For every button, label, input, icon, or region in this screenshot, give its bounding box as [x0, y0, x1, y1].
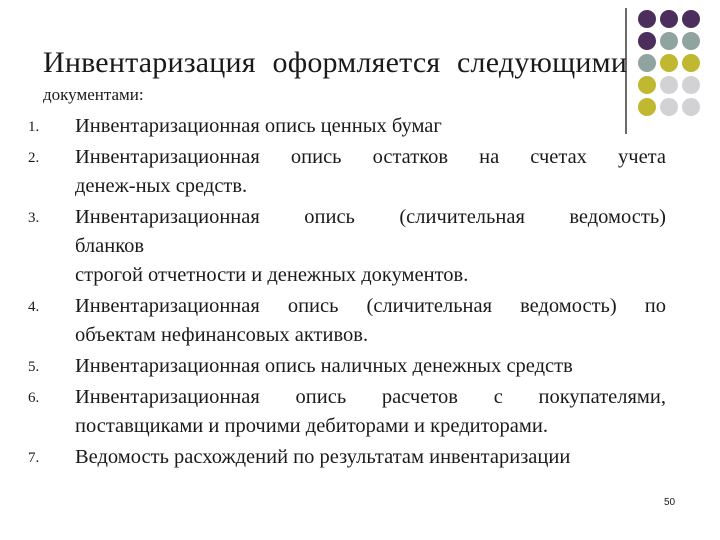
decorative-dot-grid	[636, 8, 716, 120]
list-item-text: объектам нефинансовых активов.	[75, 324, 369, 346]
slide-title: Инвентаризация оформляется следующими	[43, 46, 628, 79]
list-item	[28, 443, 666, 472]
list-item-number: 4.	[28, 299, 40, 315]
decorative-dot	[638, 32, 656, 50]
decorative-dot	[682, 98, 700, 116]
decorative-dot	[682, 10, 700, 28]
list-item-text: Инвентаризационная опись остатков на счетах учета	[75, 146, 666, 168]
list-item-text: Ведомость расхождений по результатам инвентаризации	[75, 446, 571, 468]
decorative-dot	[638, 76, 656, 94]
list-item-number: 3.	[28, 210, 40, 226]
list-item	[28, 383, 666, 441]
list-item-text: поставщиками и прочими дебиторами и кредиторами.	[75, 415, 548, 437]
list-item-text: денеж-ных средств.	[75, 175, 248, 197]
decorative-dot	[682, 76, 700, 94]
list-item	[28, 143, 666, 201]
decorative-dot	[638, 10, 656, 28]
decorative-dot	[660, 32, 678, 50]
list-item-text: Инвентаризационная опись наличных денежных средств	[75, 355, 573, 377]
list-item	[28, 112, 666, 141]
list-item	[28, 203, 666, 290]
document-list	[28, 112, 666, 474]
list-item-number: 2.	[28, 150, 40, 166]
list-item-number: 5.	[28, 359, 40, 375]
list-item-text: Инвентаризационная опись (сличительная ведомость)	[75, 206, 666, 228]
list-item-number: 7.	[28, 450, 40, 466]
decorative-dot	[638, 54, 656, 72]
list-item	[28, 352, 666, 381]
slide-subtitle: документами:	[43, 85, 144, 104]
list-item-number: 1.	[28, 119, 40, 135]
decorative-dot	[660, 54, 678, 72]
decorative-dot	[682, 54, 700, 72]
list-item	[28, 292, 666, 350]
decorative-dot	[660, 76, 678, 94]
list-item-text: Инвентаризационная опись ценных бумаг	[75, 115, 442, 137]
decorative-dot	[660, 10, 678, 28]
list-item-text: Инвентаризационная опись (сличительная ведомость) по	[75, 295, 666, 317]
list-item-text: строгой отчетности и денежных документов.	[75, 264, 469, 286]
list-item-number: 6.	[28, 390, 40, 406]
list-item-text: бланков	[75, 235, 145, 257]
page-number: 50	[664, 497, 676, 508]
list-item-text: Инвентаризационная опись расчетов с покупателями,	[75, 386, 666, 408]
decorative-dot	[682, 32, 700, 50]
